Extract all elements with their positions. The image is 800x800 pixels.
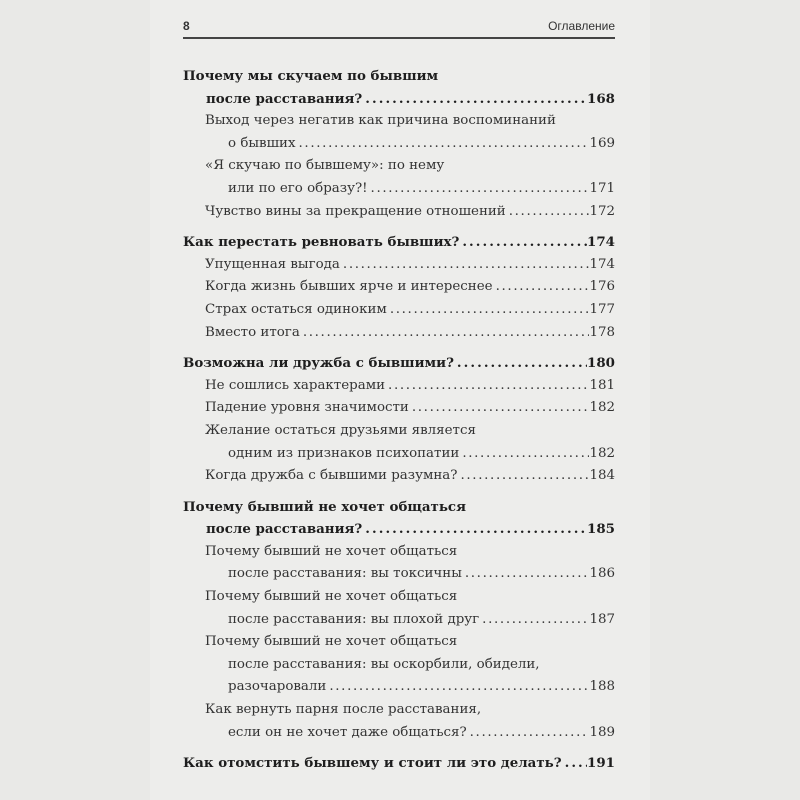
toc-entry-line bbox=[205, 322, 615, 345]
toc-entry-title: Вместо итога bbox=[205, 324, 300, 340]
toc-page-number: 187 bbox=[589, 611, 615, 627]
toc-page-number: 184 bbox=[589, 468, 615, 484]
toc-entry-title: если он не хочет даже общаться? bbox=[228, 724, 467, 740]
toc-entry-line bbox=[205, 722, 615, 745]
toc-entry-title: после расставания? bbox=[206, 521, 363, 538]
dot-leader bbox=[362, 88, 587, 111]
toc-entry-line bbox=[205, 609, 615, 632]
toc-entry-line bbox=[205, 155, 615, 178]
dot-leader bbox=[409, 397, 590, 420]
toc-entry-line bbox=[205, 397, 615, 420]
toc-section-entry[interactable] bbox=[183, 254, 615, 277]
dot-leader bbox=[454, 352, 587, 375]
toc-section-entry[interactable] bbox=[183, 155, 615, 200]
toc-section-entry[interactable] bbox=[183, 276, 615, 299]
dot-leader bbox=[467, 722, 590, 745]
toc-entry-line bbox=[205, 563, 615, 586]
toc-entry-title: Как перестать ревновать бывших? bbox=[183, 234, 460, 251]
toc-entry-line bbox=[183, 65, 615, 88]
table-of-contents bbox=[183, 65, 615, 775]
toc-entry-title: одним из признаков психопатии bbox=[228, 445, 460, 461]
toc-entry-line bbox=[205, 110, 615, 133]
header-rule bbox=[183, 37, 615, 39]
dot-leader bbox=[459, 443, 589, 466]
toc-entry-title: Почему бывший не хочет общаться bbox=[205, 543, 458, 559]
running-header bbox=[183, 17, 615, 37]
dot-leader bbox=[457, 465, 589, 488]
toc-section-entry[interactable] bbox=[183, 541, 615, 586]
toc-section-entry[interactable] bbox=[183, 201, 615, 224]
toc-entry-line bbox=[183, 752, 615, 775]
toc-entry-title: Почему бывший не хочет общаться bbox=[205, 634, 458, 650]
toc-entry-title: после расставания: вы оскорбили, обидели, bbox=[228, 656, 540, 672]
toc-page-number: 172 bbox=[589, 203, 615, 219]
toc-entry-title: Как отомстить бывшему и стоит ли это делать? bbox=[183, 755, 562, 772]
toc-entry-title: Страх остаться одиноким bbox=[205, 301, 387, 317]
toc-section-entry[interactable] bbox=[183, 397, 615, 420]
running-title: Оглавление bbox=[548, 19, 615, 33]
toc-page-number: 174 bbox=[589, 256, 615, 272]
toc-entry-title: Чувство вины за прекращение отношений bbox=[205, 203, 506, 219]
dot-leader bbox=[493, 276, 590, 299]
toc-section-entry[interactable] bbox=[183, 322, 615, 345]
toc-entry-line bbox=[183, 88, 615, 111]
toc-page-number: 174 bbox=[587, 234, 615, 251]
dot-leader bbox=[296, 133, 590, 156]
toc-section-entry[interactable] bbox=[183, 699, 615, 744]
toc-section-entry[interactable] bbox=[183, 110, 615, 155]
toc-entry-line bbox=[205, 420, 615, 443]
toc-entry-line bbox=[205, 375, 615, 398]
toc-entry-title: Почему бывший не хочет общаться bbox=[205, 589, 458, 605]
dot-leader bbox=[368, 178, 590, 201]
toc-entry-title: Возможна ли дружба с бывшими? bbox=[183, 355, 454, 372]
dot-leader bbox=[300, 322, 590, 345]
toc-entry-title: разочаровали bbox=[228, 679, 327, 695]
toc-entry-title: Как вернуть парня после расставания, bbox=[205, 702, 482, 718]
toc-entry-line bbox=[205, 465, 615, 488]
toc-entry-line bbox=[205, 654, 615, 677]
toc-entry-line bbox=[205, 586, 615, 609]
toc-entry-line bbox=[183, 231, 615, 254]
toc-entry-line bbox=[183, 518, 615, 541]
toc-section-entry[interactable] bbox=[183, 631, 615, 699]
dot-leader bbox=[506, 201, 590, 224]
toc-entry-line bbox=[183, 352, 615, 375]
toc-entry-title: Выход через негатив как причина воспоминаний bbox=[205, 113, 556, 129]
toc-entry-title: Почему бывший не хочет общаться bbox=[183, 498, 466, 515]
toc-section-entry[interactable] bbox=[183, 465, 615, 488]
toc-entry-line bbox=[183, 496, 615, 519]
toc-entry-line bbox=[205, 443, 615, 466]
toc-page-number: 182 bbox=[589, 445, 615, 461]
toc-entry-title: Когда жизнь бывших ярче и интереснее bbox=[205, 279, 493, 295]
dot-leader bbox=[479, 609, 589, 632]
toc-page-number: 169 bbox=[589, 135, 615, 151]
toc-section-entry[interactable] bbox=[183, 586, 615, 631]
page-number: 8 bbox=[183, 19, 190, 33]
toc-section-entry[interactable] bbox=[183, 375, 615, 398]
toc-page-number: 168 bbox=[587, 90, 615, 107]
toc-entry-title: «Я скучаю по бывшему»: по нему bbox=[205, 158, 445, 174]
toc-entry-line bbox=[205, 631, 615, 654]
dot-leader bbox=[462, 563, 590, 586]
toc-entry-title: после расставания: вы токсичны bbox=[228, 566, 462, 582]
toc-entry-title: после расставания? bbox=[206, 90, 363, 107]
toc-entry-line bbox=[205, 178, 615, 201]
dot-leader bbox=[385, 375, 589, 398]
toc-entry-title: Упущенная выгода bbox=[205, 256, 340, 272]
toc-chapter-entry[interactable] bbox=[183, 65, 615, 110]
toc-entry-title: или по его образу?! bbox=[228, 180, 368, 196]
toc-chapter-entry[interactable] bbox=[183, 231, 615, 254]
toc-entry-line bbox=[205, 254, 615, 277]
toc-page-number: 185 bbox=[587, 521, 615, 538]
toc-entry-line bbox=[205, 276, 615, 299]
toc-entry-title: Желание остаться друзьями является bbox=[205, 422, 476, 438]
toc-entry-line bbox=[205, 676, 615, 699]
toc-chapter-entry[interactable] bbox=[183, 752, 615, 775]
toc-page-number: 178 bbox=[589, 324, 615, 340]
toc-page-number: 177 bbox=[589, 301, 615, 317]
toc-entry-line bbox=[205, 299, 615, 322]
toc-page-number: 171 bbox=[589, 180, 615, 196]
toc-entry-title: после расставания: вы плохой друг bbox=[228, 611, 480, 627]
toc-entry-title: Падение уровня значимости bbox=[205, 400, 409, 416]
toc-entry-title: Почему мы скучаем по бывшим bbox=[183, 68, 439, 84]
toc-page-number: 189 bbox=[589, 724, 615, 740]
dot-leader bbox=[340, 254, 590, 277]
dot-leader bbox=[459, 231, 587, 254]
toc-page-number: 176 bbox=[589, 279, 615, 295]
toc-page-number: 182 bbox=[589, 400, 615, 416]
toc-entry-title: о бывших bbox=[228, 135, 296, 151]
toc-entry-line bbox=[205, 201, 615, 224]
toc-chapter-entry[interactable] bbox=[183, 496, 615, 541]
toc-page-number: 186 bbox=[589, 566, 615, 582]
toc-page-number: 188 bbox=[589, 679, 615, 695]
toc-entry-title: Не сошлись характерами bbox=[205, 377, 386, 393]
toc-entry-title: Когда дружба с бывшими разумна? bbox=[205, 468, 458, 484]
toc-chapter-entry[interactable] bbox=[183, 352, 615, 375]
toc-entry-line bbox=[205, 699, 615, 722]
dot-leader bbox=[387, 299, 590, 322]
toc-page-number: 191 bbox=[587, 755, 615, 772]
toc-section-entry[interactable] bbox=[183, 299, 615, 322]
dot-leader bbox=[326, 676, 589, 699]
dot-leader bbox=[362, 518, 587, 541]
toc-entry-line bbox=[205, 133, 615, 156]
dot-leader bbox=[562, 752, 587, 775]
toc-page-number: 180 bbox=[587, 355, 615, 372]
toc-page-number: 181 bbox=[589, 377, 615, 393]
toc-section-entry[interactable] bbox=[183, 420, 615, 465]
toc-entry-line bbox=[205, 541, 615, 564]
